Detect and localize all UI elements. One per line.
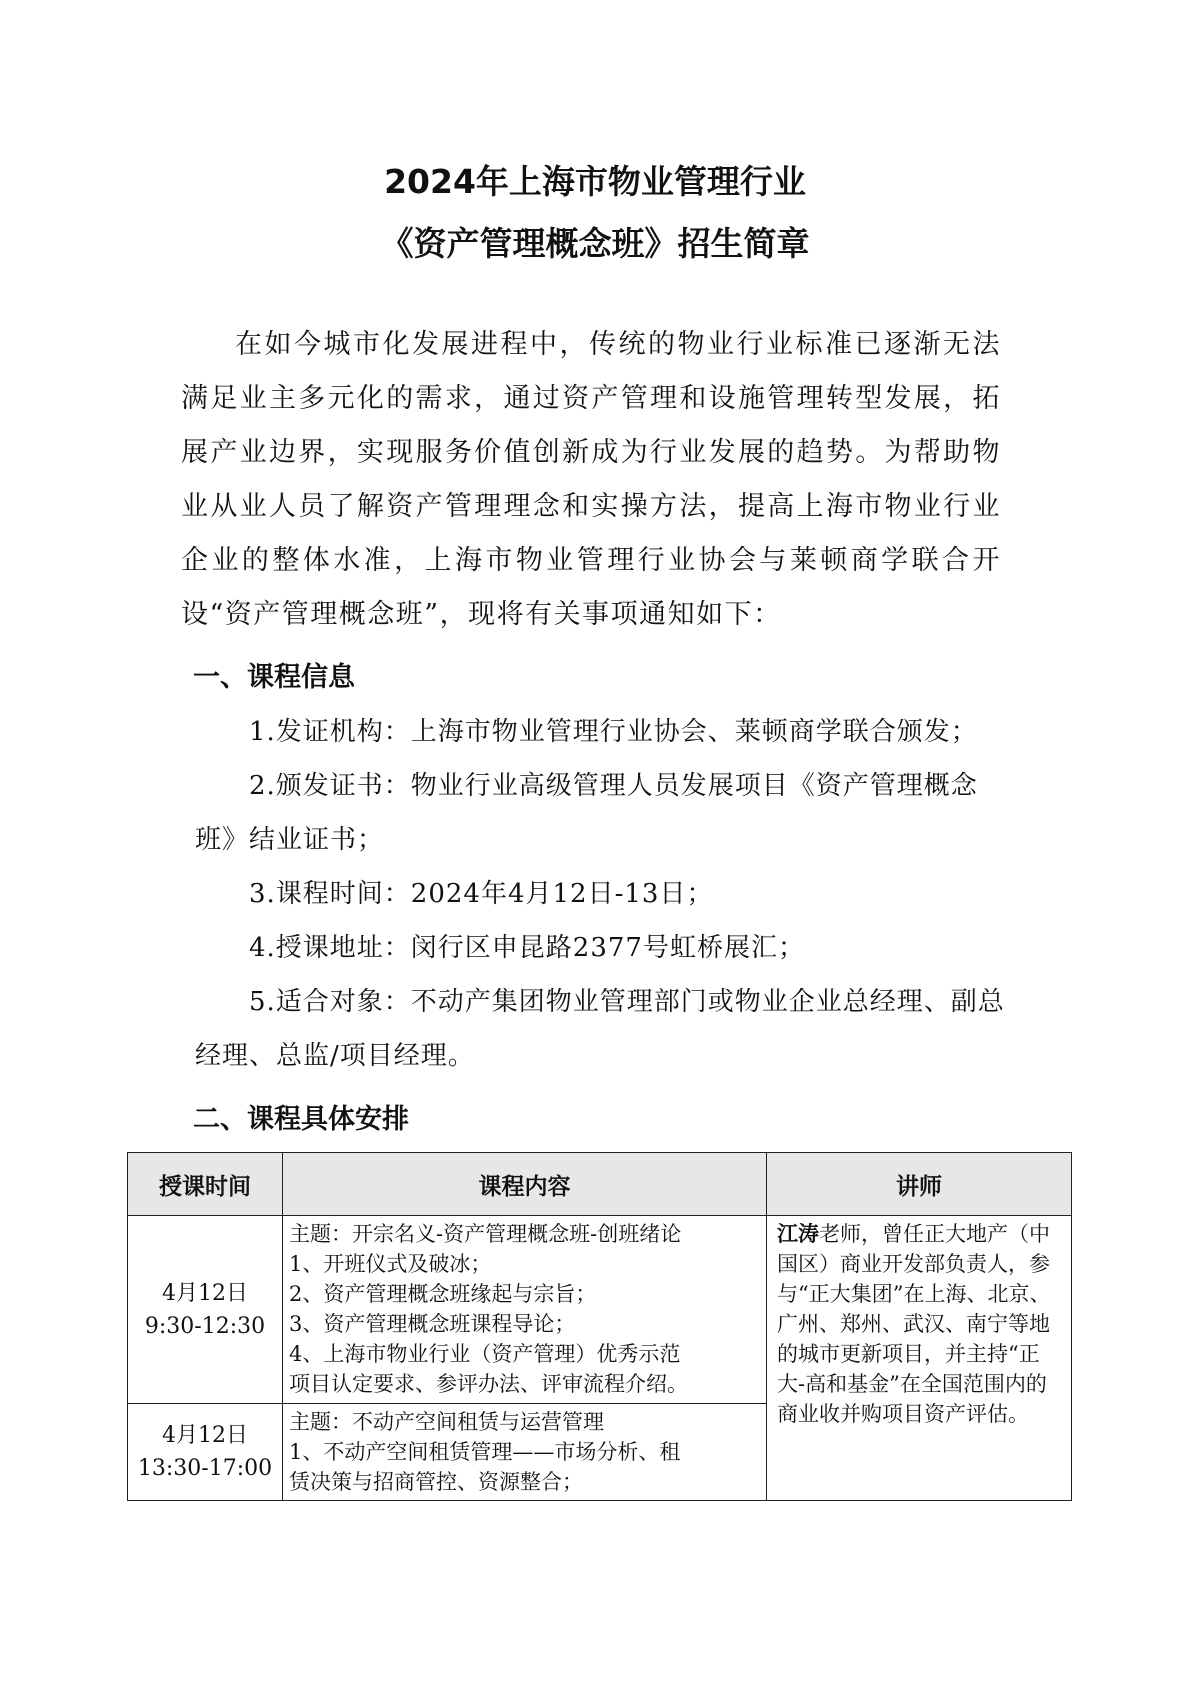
content-line: 主题：开宗名义-资产管理概念班-创班绪论 [289, 1222, 682, 1246]
session-date: 4月12日 [162, 1280, 248, 1306]
teacher-name: 江涛 [777, 1221, 819, 1246]
course-info-item: 1.发证机构：上海市物业管理行业协会、莱顿商学联合颁发； [249, 717, 978, 747]
content-line: 4、上海市物业行业（资产管理）优秀示范 [289, 1342, 681, 1366]
content-line: 2、资产管理概念班缘起与宗旨； [289, 1282, 597, 1306]
table-row [128, 1216, 1072, 1404]
column-header-content: 课程内容 [283, 1153, 767, 1216]
content-line: 赁决策与招商管控、资源整合； [289, 1470, 583, 1494]
course-info-item: 3.课程时间：2024年4月12日-13日； [249, 879, 714, 909]
course-info-item: 4.授课地址：闵行区申昆路2377号虹桥展汇； [249, 933, 805, 963]
column-header-teacher: 讲师 [767, 1153, 1072, 1216]
session-content-cell [283, 1216, 767, 1404]
session-date: 4月12日 [162, 1423, 248, 1448]
document-title-line1: 2024年上海市物业管理行业 [384, 162, 806, 201]
course-info-item: 5.适合对象：不动产集团物业管理部门或物业企业总经理、副总经理、总监/项目经理。 [195, 987, 1005, 1071]
session-content-cell [283, 1404, 767, 1501]
session-time: 13:30-17:00 [137, 1456, 273, 1481]
column-header-time: 授课时间 [128, 1153, 283, 1216]
content-line: 1、开班仪式及破冰； [289, 1252, 492, 1276]
session-time-cell [128, 1216, 283, 1404]
content-line: 3、资产管理概念班课程导论； [289, 1312, 576, 1336]
session-time-cell [128, 1404, 283, 1501]
teacher-cell [767, 1216, 1072, 1501]
teacher-bio: 老师，曾任正大地产（中国区）商业开发部负责人，参与“正大集团”在上海、北京、广州、郑州、武汉、南宁等地的城市更新项目，并主持“正大-高和基金”在全国范围内的商业收并购项目资产评估。 [777, 1222, 1051, 1426]
section-heading-schedule: 二、课程具体安排 [193, 1104, 409, 1135]
table-header-row [128, 1153, 1072, 1216]
session-time: 9:30-12:30 [144, 1313, 266, 1339]
content-line: 主题：不动产空间租赁与运营管理 [289, 1410, 604, 1434]
section-heading-course-info: 一、课程信息 [193, 662, 355, 693]
course-info-item: 2.颁发证书：物业行业高级管理人员发展项目《资产管理概念班》结业证书； [195, 771, 978, 855]
content-line: 1、不动产空间租赁管理——市场分析、租 [289, 1440, 681, 1464]
content-line: 项目认定要求、参评办法、评审流程介绍。 [289, 1372, 688, 1396]
document-title-line2: 《资产管理概念班》招生简章 [380, 224, 810, 263]
schedule-table [127, 1152, 1072, 1501]
intro-paragraph: 在如今城市化发展进程中，传统的物业行业标准已逐渐无法满足业主多元化的需求，通过资产管理和设施管理转型发展，拓展产业边界，实现服务价值创新成为行业发展的趋势。为帮助物业从业人员了解资产管理理念和实操方法，提高上海市物业行业企业的整体水准，上海市物业管理行业协会与莱顿商学联合开设“资产管理概念班”，现将有关事项通知如下： [181, 329, 1001, 630]
